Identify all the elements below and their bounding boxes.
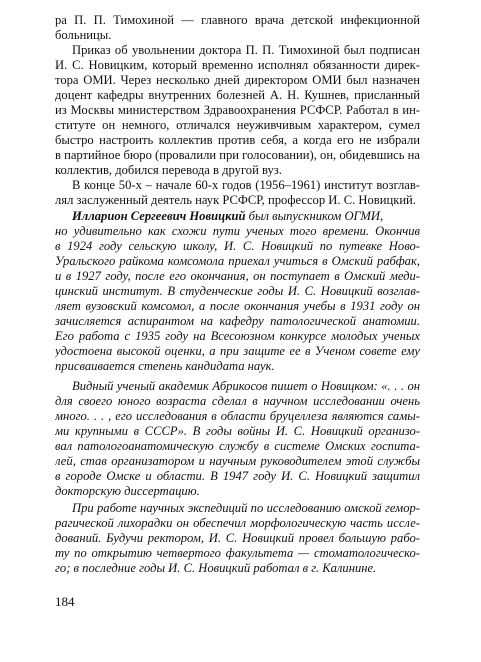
text-line: Его работа с 1935 году на Всесоюзном конкурсе молодых ученых (55, 329, 420, 343)
text-span: был выпускником ОГМИ, (245, 209, 384, 223)
text-line: докторскую диссертацию. (55, 484, 200, 498)
page-number: 184 (55, 594, 75, 609)
text-line: При работе научных экспедиций по исследованию омской гемор- (72, 501, 420, 515)
text-line: Уральского райкома комсомола приехал учиться в Омский рабфак, (55, 254, 420, 268)
text-line: зачисляется аспирантом на кафедру патологической анатомии. (55, 314, 420, 328)
text-line: И. С. Новицким, который временно исполнял обязанности дирек- (55, 58, 420, 72)
text-line: но удивительно как схожи пути ученых того времени. Окончив (55, 224, 420, 238)
text-line: из Москвы министерством Здравоохранения РСФСР. Работал в ин- (55, 103, 420, 117)
text-line (72, 209, 420, 224)
text-line: ституте он немного, отличался неуживчивым характером, сумел (55, 118, 420, 132)
text-line: дований. Будучи ректором, И. С. Новицкий провел большую рабо- (55, 531, 420, 545)
text-line: и в 1927 году, после его окончания, он поступает в Омский меди- (55, 269, 420, 283)
text-line: рагической лихорадки он обеспечил морфологическую часть иссле- (55, 516, 420, 530)
text-line: го; в последние годы И. С. Новицкий работал в г. Калинине. (55, 561, 377, 575)
text-line: лял заслуженный деятель наук РСФСР, профессор И. С. Новицкий. (55, 193, 416, 207)
text-line: коллектив, добился перевода в другой вуз. (55, 163, 282, 177)
text-line: в партийное бюро (провалили при голосовании), он, обидевшись на (55, 148, 420, 162)
text-line: ляет вузовский комсомол, а после окончания учебы в 1931 году он (55, 299, 420, 313)
text-line: для своего юного возраста сделал в научном исследовании очень (55, 394, 420, 408)
text-line: Видный ученый академик Абрикосов пишет о Новицком: «. . . он (72, 379, 420, 393)
text-line: доцент кафедры внутренних болезней А. Н. Кушнев, присланный (55, 88, 420, 102)
text-line: в городе Омске и области. В 1947 году И. С. Новицкий защитил (55, 469, 420, 483)
text-line: много. . . , его исследования в области бруцеллеза являются самы- (55, 409, 420, 423)
text-line: цинский институт. В студенческие годы И. С. Новицкий возглав- (55, 284, 420, 298)
text-line: быстро настроить коллектив против себя, а когда его не избрали (55, 133, 420, 147)
text-line: ту по открытию четвертого факультета — стоматологическо- (55, 546, 420, 560)
text-line: ра П. П. Тимохиной — главного врача детской инфекционной (55, 13, 420, 27)
person-name: Илларион Сергеевич Новицкий (72, 209, 246, 223)
text-line: тора ОМИ. Через несколько дней директором ОМИ был назначен (55, 73, 420, 87)
text-line: присваивается степень кандидата наук. (55, 359, 275, 373)
text-line: вал патологоанатомическую службу в системе Омских госпита- (55, 439, 420, 453)
text-line: удостоена высокой оценки, а при защите ее в Ученом совете ему (55, 344, 420, 358)
text-line: Приказ об увольнении доктора П. П. Тимохиной был подписан (72, 43, 420, 57)
text-line: лей, став организатором и научным руководителем этой службы (55, 454, 420, 468)
text-line: в 1924 году сельскую школу, И. С. Новицкий по путевке Ново- (55, 239, 420, 253)
text-line: ми крупными в СССР». В годы войны И. С. Новицкий организо- (55, 424, 420, 438)
text-line: В конце 50-х – начале 60-х годов (1956–1961) институт возглав- (72, 178, 420, 192)
text-line: больницы. (55, 28, 112, 42)
